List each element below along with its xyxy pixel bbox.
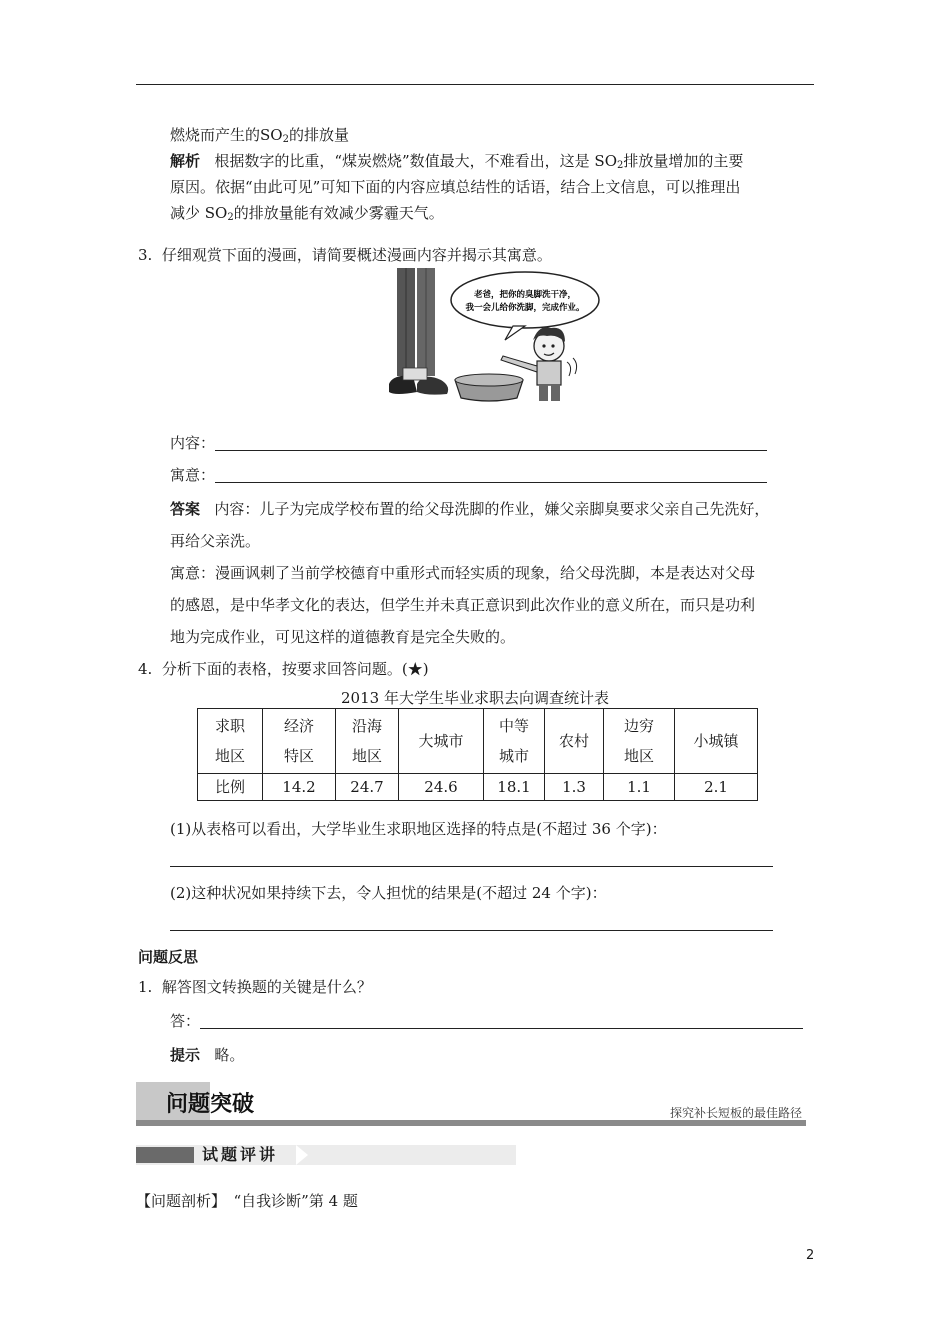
value-cell: 2.1: [675, 774, 758, 801]
answer-label: 答：: [170, 1012, 201, 1030]
cartoon-illustration: [383, 268, 603, 408]
text-line: 减少 SO: [170, 204, 228, 222]
motion-line: [567, 362, 571, 376]
question-number: 1.: [138, 978, 153, 996]
sub-question-2: (2)这种状况如果持续下去，令人担忧的结果是(不超过 24 个字)：: [170, 884, 607, 902]
sub-question-1: (1)从表格可以看出，大学毕业生求职地区选择的特点是(不超过 36 个字)：: [170, 820, 667, 838]
section-subtitle: 探究补长短板的最佳路径: [669, 1106, 802, 1120]
question-number: 4.: [138, 660, 153, 678]
text-line: 的排放量能有效减少雾霾天气。: [233, 204, 444, 222]
problem-analysis-line: 【问题剖析】 “自我诊断”第 4 题: [136, 1192, 358, 1210]
hint-row: [170, 1044, 244, 1066]
question-3: [138, 244, 552, 266]
header-cell: 沿海 地区: [336, 709, 399, 774]
analysis-line-1: [170, 150, 743, 177]
subscript: 2: [227, 212, 234, 223]
sock: [403, 368, 427, 380]
meaning-label: 寓意：: [170, 466, 216, 484]
reflection-question-1: [138, 976, 372, 998]
analysis-line-3: [170, 202, 444, 229]
row-label-cell: 比例: [198, 774, 263, 801]
text-line: 排放量增加的主要: [623, 152, 744, 170]
question-number: 3.: [138, 246, 153, 264]
subscript: 2: [617, 160, 624, 171]
boy-leg: [539, 385, 548, 401]
header-cell: 求职 地区: [198, 709, 263, 774]
analysis-line-2: 原因。依据“由此可见”可知下面的内容应填总结性的话语，结合上文信息，可以推理出: [170, 178, 741, 196]
speech-bubble: [451, 272, 599, 328]
text-line: 燃烧而产生的SO: [170, 126, 283, 144]
bubble-text-line-1: 老爸，把你的臭脚洗干净，: [473, 290, 577, 300]
motion-line: [573, 358, 577, 374]
question-prompt: 解答图文转换题的关键是什么？: [161, 978, 372, 996]
question-prompt: 仔细观赏下面的漫画，请简要概述漫画内容并揭示其寓意。: [161, 246, 552, 264]
content-blank-line[interactable]: [215, 435, 767, 451]
answer-line-4: 的感恩，是中华孝文化的表达，但学生并未真正意识到此次作业的意义所在，而只是功利: [170, 596, 756, 614]
hint-text: 略。: [214, 1046, 245, 1064]
reflection-answer-row: [170, 1010, 803, 1032]
header-cell: 经济 特区: [263, 709, 336, 774]
content-label: 内容：: [170, 434, 216, 452]
content-answer-row: [170, 432, 767, 454]
boy-eye: [551, 344, 554, 347]
statistics-table: [197, 708, 758, 801]
sub-question-2-blank[interactable]: [170, 930, 773, 931]
text-line: 的排放量: [288, 126, 349, 144]
section-title: 问题突破: [166, 1092, 255, 1117]
bubble-text-line-2: 我一会儿给你洗脚，完成作业。: [465, 303, 585, 313]
chevron-right-icon: [296, 1145, 308, 1165]
header-cell: 边穷 地区: [604, 709, 675, 774]
header-cell: 小城镇: [675, 709, 758, 774]
analysis-label: 解析: [170, 152, 201, 170]
answer-continuation: [170, 124, 349, 151]
value-cell: 1.1: [604, 774, 675, 801]
reflection-heading: 问题反思: [138, 948, 199, 966]
answer-line-2: 再给父亲洗。: [170, 532, 261, 550]
answer-text: 内容：儿子为完成学校布置的给父母洗脚的作业，嫌父亲脚臭要求父亲自己先洗好，: [214, 500, 770, 518]
header-cell: 中等 城市: [484, 709, 545, 774]
subsection-marker: [136, 1147, 194, 1163]
meaning-answer-row: [170, 464, 767, 486]
answer-label: 答案: [170, 500, 201, 518]
header-cell: 农村: [545, 709, 604, 774]
header-rule: [136, 84, 814, 85]
value-cell: 14.2: [263, 774, 336, 801]
boy-pointing-arm: [501, 356, 537, 372]
value-cell: 1.3: [545, 774, 604, 801]
header-cell: 大城市: [399, 709, 484, 774]
answer-line-5: 地为完成作业，可见这样的道德教育是完全失败的。: [170, 628, 516, 646]
boy-shirt: [537, 361, 561, 385]
value-cell: 24.7: [336, 774, 399, 801]
meaning-blank-line[interactable]: [215, 467, 767, 483]
boy-eye: [542, 344, 545, 347]
value-cell: 24.6: [399, 774, 484, 801]
value-cell: 18.1: [484, 774, 545, 801]
text-line: 根据数字的比重，“煤炭燃烧”数值最大，不难看出，这是 SO: [214, 152, 618, 170]
table-row: [198, 774, 758, 801]
hint-label: 提示: [170, 1046, 201, 1064]
question-4: [138, 658, 429, 680]
speech-bubble-tail: [505, 326, 525, 340]
question-prompt: 分析下面的表格，按要求回答问题。(★): [161, 660, 429, 678]
reflection-blank-line[interactable]: [200, 1013, 803, 1029]
subsection-label: 试题评讲: [202, 1145, 279, 1164]
subscript: 2: [282, 134, 289, 145]
boy-leg: [551, 385, 560, 401]
answer-line-3: 寓意：漫画讽刺了当前学校德育中重形式而轻实质的现象，给父母洗脚，本是表达对父母: [170, 564, 756, 582]
sub-question-1-blank[interactable]: [170, 866, 773, 867]
table-header-row: [198, 709, 758, 774]
page-number: 2: [806, 1248, 815, 1263]
table-title: 2013 年大学生毕业求职去向调查统计表: [341, 689, 609, 707]
answer-line-1: [170, 498, 769, 520]
basin-rim: [455, 374, 523, 386]
